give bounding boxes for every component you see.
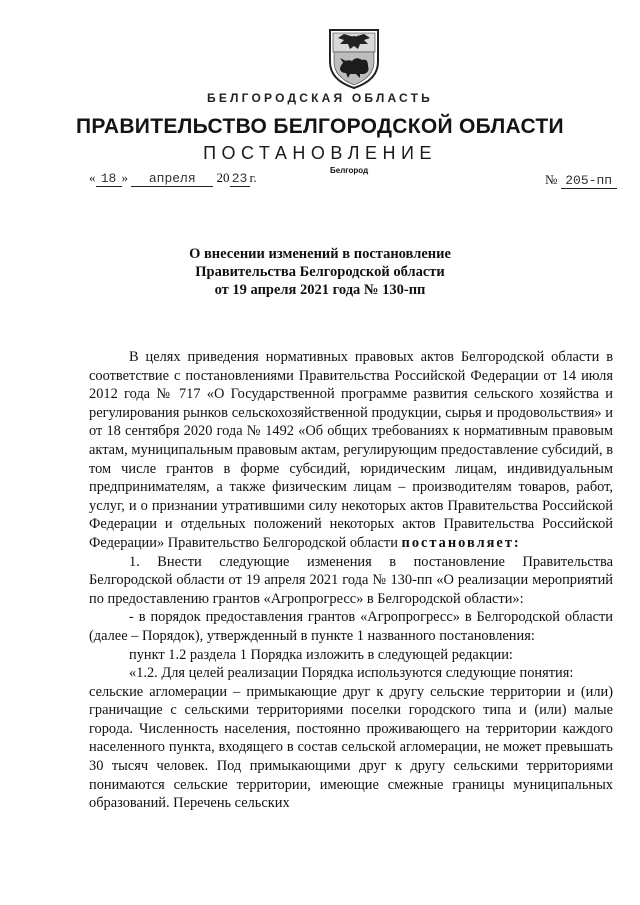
title-line: Правительства Белгородской области — [195, 264, 445, 280]
paragraph-2: - в порядок предоставления грантов «Агропрогресс» в Белгородской области (далее – Порядок), утвержденный в пункте 1 названного постановления: — [89, 609, 613, 644]
number-value: 205-пп — [561, 173, 617, 189]
document-type: ПОСТАНОВЛЕНИЕ — [203, 143, 437, 163]
region-name: БЕЛГОРОДСКАЯ ОБЛАСТЬ — [207, 91, 433, 105]
paragraph-3: пункт 1.2 раздела 1 Порядка изложить в следующей редакции: — [129, 646, 513, 663]
date-month: апреля — [131, 171, 213, 187]
title-line: от 19 апреля 2021 года № 130-пп — [214, 282, 426, 298]
document-title — [0, 245, 640, 299]
number-label: № — [545, 172, 558, 187]
paragraph-5: сельские агломерации – примыкающие друг к другу сельские территории и (или) граничащие с сельскими территориями поселки городского типа и (или) малые города. Численность населения, постоянно проживающего на территории каждого населенного пункта, входящего в состав сельской агломерации, не может превышать 30 тысяч человек. Под примыкающими друг к другу сельскими территориями понимаются сельские территории, имеющие смежные границы муниципальных образований. Перечень сельских — [89, 683, 613, 812]
coat-of-arms-icon — [326, 28, 382, 90]
date-day: 18 — [96, 171, 122, 187]
decree-number — [545, 172, 617, 189]
paragraph-preamble — [89, 348, 613, 553]
document-body — [89, 348, 613, 813]
paragraph-1: 1. Внести следующие изменения в постановление Правительства Белгородской области от 19 апреля 2021 года № 130-пп «О реализации мероприятий по предоставлению грантов «Агропрогресс» в Белгородской области»: — [89, 553, 613, 607]
quote-close: » — [121, 170, 128, 185]
city-name: Белгород — [330, 166, 369, 175]
date-year-prefix: 20 — [216, 170, 230, 185]
resolves-word: постановляет: — [401, 534, 521, 551]
date-line — [89, 170, 257, 187]
preamble-text: В целях приведения нормативных правовых актов Белгородской области в соответствие с постановлениями Правительства Российской Федерации от 14 июля 2012 года № 717 «О Государственной программе развития сельского хозяйства и регулирования рынков сельскохозяйственной продукции, сырья и продовольствия» и от 18 сентября 2020 года № 1492 «Об общих требованиях к нормативным правовым актам, муниципальным правовым актам, регулирующим предоставление субсидий, в том числе грантов в форме субсидий, юридическим лицам, индивидуальным предпринимателям, а также физическим лицам – производителям товаров, работ, услуг, и о признании утратившими силу некоторых актов Правительства Российской Федерации и отдельных положений некоторых актов Правительства Российской Федерации» Правительство Белгородской области — [89, 349, 613, 551]
government-name: ПРАВИТЕЛЬСТВО БЕЛГОРОДСКОЙ ОБЛАСТИ — [76, 115, 564, 138]
paragraph-4: «1.2. Для целей реализации Порядка используются следующие понятия: — [129, 665, 574, 682]
date-year-unit: г. — [249, 170, 257, 185]
title-line: О внесении изменений в постановление — [189, 246, 451, 262]
quote-open: « — [89, 170, 96, 185]
date-year-suffix: 23 — [230, 171, 250, 187]
